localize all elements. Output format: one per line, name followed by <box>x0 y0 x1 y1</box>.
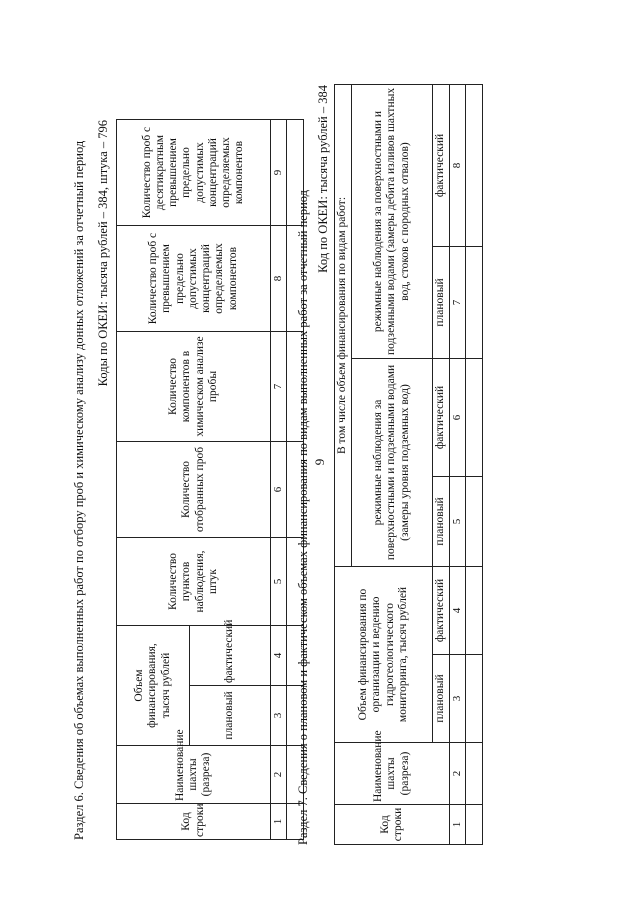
header-exceed: Количество проб с превышением предельно допустимых концентраций определяемых компонентов <box>117 226 271 332</box>
col-number: 6 <box>450 358 466 476</box>
col-number: 5 <box>271 538 287 626</box>
header-planned: плановый <box>433 476 450 566</box>
empty-cell <box>465 566 482 654</box>
col-number: 1 <box>271 804 287 840</box>
header-actual: фактический <box>433 84 450 246</box>
col-number: 6 <box>271 442 287 538</box>
header-samples: Количество отобранных проб <box>117 442 271 538</box>
header-components: Количество компонентов в химическом анализе пробы <box>117 332 271 442</box>
empty-cell <box>465 476 482 566</box>
header-work-discharge: режимные наблюдения за поверхностными и подземными водами (замеры дебита изливов шахтных вод, стоков с породных отвалов) <box>352 84 433 358</box>
section-7 <box>296 85 466 845</box>
header-name: Наименование шахты (разреза) <box>117 746 271 804</box>
header-funding: Объем финансирования, тысяч рублей <box>117 626 190 746</box>
section-6 <box>72 120 284 840</box>
col-number: 2 <box>450 743 466 805</box>
header-planned: плановый <box>433 246 450 358</box>
header-including: В том числе объем финансирования по видам работ: <box>335 84 352 566</box>
empty-cell <box>465 743 482 805</box>
header-code: Код строки <box>117 804 271 840</box>
section-6-table <box>116 119 304 840</box>
col-number: 7 <box>271 332 287 442</box>
header-funding: Объем финансирования по организации и ведению гидрогеологического мониторинга, тысяч рублей <box>335 566 433 742</box>
col-number: 3 <box>450 655 466 743</box>
section-6-title: Раздел 6. Сведения об объемах выполненных работ по отбору проб и химическому анализу донных отложений за отчетный период <box>72 140 86 840</box>
empty-cell <box>465 805 482 845</box>
col-number: 9 <box>271 120 287 226</box>
header-work-levels: режимные наблюдения за поверхностными и подземными водами (замеры уровня подземных вод) <box>352 358 433 566</box>
empty-cell <box>465 246 482 358</box>
col-number: 3 <box>271 686 287 746</box>
col-number: 5 <box>450 476 466 566</box>
section-6-okei-codes: Коды по ОКЕИ: тысяча рублей – 384, штука – 796 <box>96 120 110 387</box>
header-code: Код строки <box>335 805 450 845</box>
col-number: 2 <box>271 746 287 804</box>
col-number: 8 <box>450 84 466 246</box>
empty-cell <box>465 84 482 246</box>
col-number: 7 <box>450 246 466 358</box>
header-actual: фактический <box>433 566 450 654</box>
page-number: 9 <box>312 458 327 466</box>
header-points: Количество пунктов наблюдения, штук <box>117 538 271 626</box>
col-number: 4 <box>450 566 466 654</box>
col-number: 8 <box>271 226 287 332</box>
section-7-okei-codes: Код по ОКЕИ: тысяча рублей – 384 <box>316 85 330 273</box>
header-planned: плановый <box>433 655 450 743</box>
header-planned: плановый <box>190 686 271 746</box>
col-number: 1 <box>450 805 466 845</box>
col-number: 4 <box>271 626 287 686</box>
header-actual: фактический <box>190 626 271 686</box>
header-actual: фактический <box>433 358 450 476</box>
section-7-title: Раздел 7. Сведения о плановом и фактическом объемах финансирования по видам выполненных работ за отчетный период <box>296 189 310 845</box>
section-7-table <box>334 84 483 845</box>
header-exceed-tenfold: Количество проб с десятикратным превышением предельно допустимых концентраций определяемых компонентов <box>117 120 271 226</box>
empty-cell <box>465 358 482 476</box>
empty-cell <box>465 655 482 743</box>
header-name: Наименование шахты (разреза) <box>335 743 450 805</box>
